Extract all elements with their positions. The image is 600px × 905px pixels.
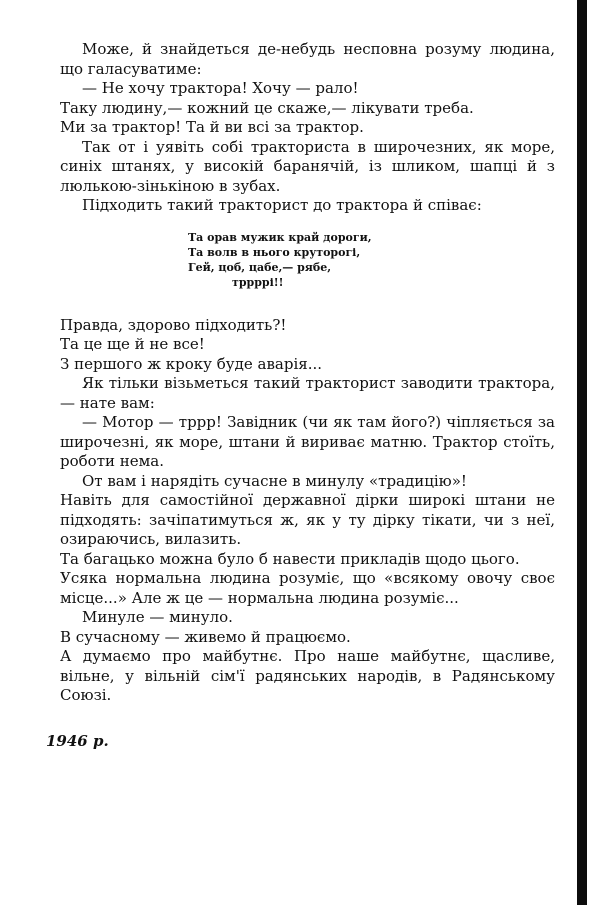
paragraph: Та багацько можна було б навести прикладів щодо цього. xyxy=(60,549,520,568)
paragraph: Та це ще й не все! xyxy=(60,335,205,353)
paragraph: В сучасному — живемо й працюємо. xyxy=(60,627,351,646)
date-signature: 1946 р. xyxy=(46,731,109,750)
paragraph: А думаємо про майбутнє. Про наше майбутнє, щасливе, вільне, у вільній сім'ї радянських народів, в Радянському Союзі. xyxy=(60,647,555,704)
paragraph: Навіть для самостійної державної дірки широкі штани не підходять: зачіпатимуться ж, як у ту дірку тікати, чи з неї, озираючись, вилазить. xyxy=(60,491,555,548)
paragraph: З першого ж кроку буде аварія... xyxy=(60,354,323,373)
paragraph: Минуле — минуло. xyxy=(82,608,233,626)
paragraph: Ми за трактор! Та й ви всі за трактор. xyxy=(60,118,364,136)
paragraph: Усяка нормальна людина розуміє, що «всякому овочу своє місце...» Але ж це — нормальна людина розуміє... xyxy=(60,569,555,607)
song-line: тррррі!! xyxy=(232,275,284,289)
song-line: Гей, цоб, цабе,— рябе, xyxy=(188,260,332,274)
page-edge-bar xyxy=(577,0,587,905)
page-text xyxy=(46,40,555,750)
paragraph: Може, й знайдеться де-небудь несповна розуму людина, що галасуватиме: xyxy=(60,40,555,78)
paragraph: От вам і нарядіть сучасне в минулу «традицію»! xyxy=(82,471,467,490)
paragraph: — Не хочу трактора! Хочу — рало! xyxy=(82,79,359,97)
song-line: Та орав мужик край дороги, xyxy=(188,230,372,244)
song-line: Та волв в нього круторогі, xyxy=(188,245,361,259)
paragraph: Так от і уявіть собі тракториста в широчезних, як море, синіх штанях, у високій баранячій, із шликом, шапці й з люлькою-зінькіною в зубах. xyxy=(60,137,555,195)
paragraph: Як тільки візьметься такий тракторист заводити трактора,— нате вам: xyxy=(60,374,555,412)
paragraph: Таку людину,— кожний це скаже,— лікувати треба. xyxy=(60,98,474,117)
song-verse xyxy=(188,230,555,290)
paragraph: Підходить такий тракторист до трактора й співає: xyxy=(82,196,482,214)
paragraph: Правда, здорово підходить?! xyxy=(60,315,287,334)
paragraph: — Мотор — тррр! Завідник (чи як там його?) чіпляється за широчезні, як море, штани й вириває матню. Трактор стоїть, роботи нема. xyxy=(60,413,555,470)
